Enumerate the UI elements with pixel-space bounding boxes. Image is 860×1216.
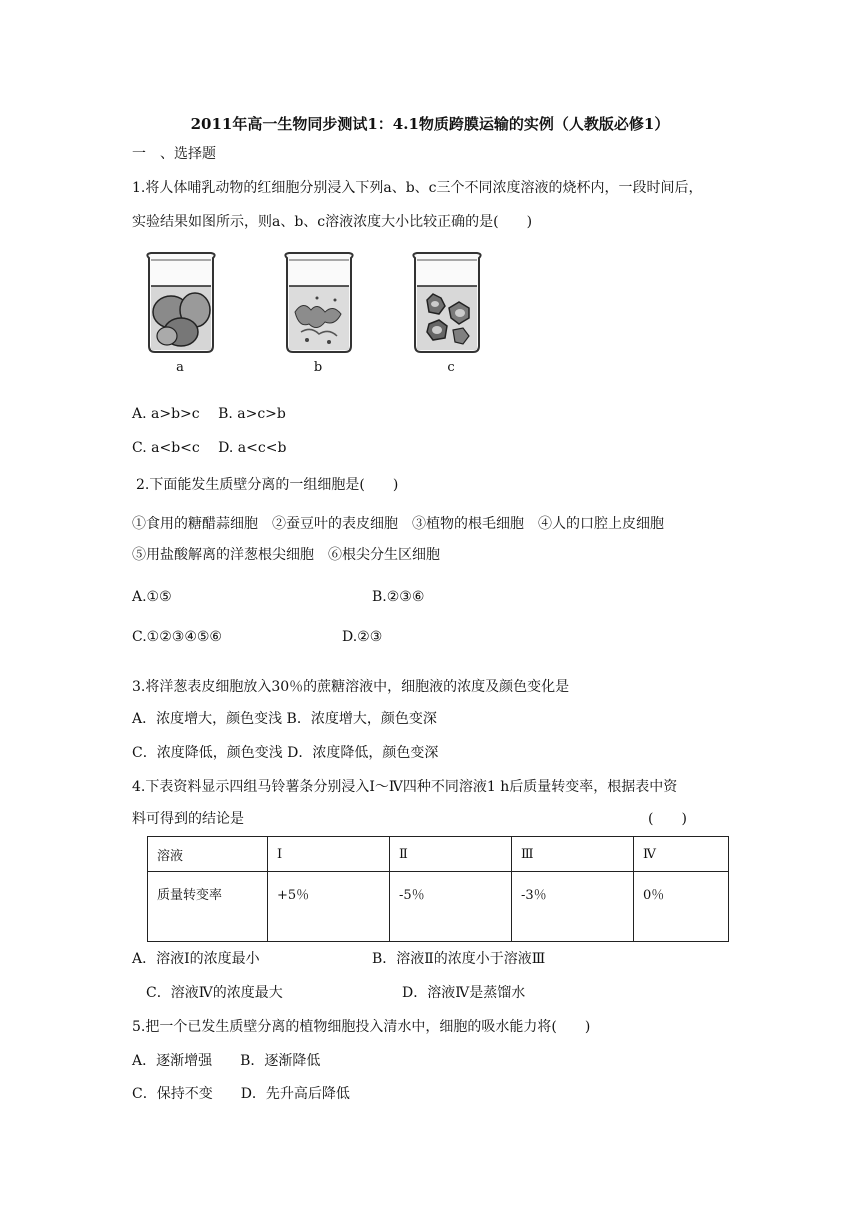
q2-stem: 2.下面能发生质壁分离的一组细胞是( ) — [136, 477, 399, 493]
q4-option-b: B．溶液Ⅱ的浓度小于溶液Ⅲ — [372, 951, 546, 967]
q4-option-a: A．溶液Ⅰ的浓度最小 — [132, 951, 260, 967]
beaker-a-figure — [143, 250, 219, 354]
table-header-cell: Ⅳ — [634, 837, 729, 872]
section-heading: 一 、选择题 — [132, 146, 216, 162]
beaker-c-figure — [409, 250, 485, 354]
table-header-cell: 溶液 — [148, 837, 268, 872]
q3-options-cd: C．浓度降低，颜色变浅 D．浓度降低，颜色变深 — [132, 745, 439, 761]
beaker-a-label: a — [176, 360, 184, 375]
table-cell: +5％ — [268, 872, 390, 942]
q4-answer-parens: ( ) — [648, 811, 687, 827]
q2-option-c: C.①②③④⑤⑥ — [132, 629, 222, 645]
table-header-row — [148, 837, 729, 872]
table-row — [148, 872, 729, 942]
q2-items-line1: ①食用的糖醋蒜细胞 ②蚕豆叶的表皮细胞 ③植物的根毛细胞 ④人的口腔上皮细胞 — [132, 516, 664, 532]
q2-option-a: A.①⑤ — [132, 589, 172, 605]
q1-stem-line2: 实验结果如图所示，则a、b、c溶液浓度大小比较正确的是( ) — [132, 214, 533, 230]
q5-stem: 5.把一个已发生质壁分离的植物细胞投入清水中，细胞的吸水能力将( ) — [132, 1019, 591, 1035]
q1-options-cd: C. a<b<c D. a<c<b — [132, 440, 287, 456]
q5-options-ab: A．逐渐增强 B．逐渐降低 — [132, 1053, 321, 1069]
table-header-cell: Ⅲ — [512, 837, 634, 872]
q3-options-ab: A．浓度增大，颜色变浅 B．浓度增大，颜色变深 — [132, 711, 437, 727]
beaker-b-figure — [281, 250, 357, 354]
table-cell: -3％ — [512, 872, 634, 942]
table-header-cell: Ⅱ — [390, 837, 512, 872]
table-cell: -5％ — [390, 872, 512, 942]
q2-items-line2: ⑤用盐酸解离的洋葱根尖细胞 ⑥根尖分生区细胞 — [132, 547, 440, 563]
q4-stem-line1: 4.下表资料显示四组马铃薯条分别浸入Ⅰ～Ⅳ四种不同溶液1 h后质量转变率，根据表中资 — [132, 779, 678, 795]
table-cell: 0％ — [634, 872, 729, 942]
q5-options-cd: C．保持不变 D．先升高后降低 — [132, 1086, 350, 1102]
q4-option-c: C．溶液Ⅳ的浓度最大 — [146, 985, 283, 1001]
table-cell: 质量转变率 — [148, 872, 268, 942]
q3-stem: 3.将洋葱表皮细胞放入30％的蔗糖溶液中，细胞液的浓度及颜色变化是 — [132, 679, 570, 695]
q2-option-b: B.②③⑥ — [372, 589, 425, 605]
document-title: 2011年高一生物同步测试1：4.1物质跨膜运输的实例（人教版必修1） — [190, 115, 670, 133]
beaker-b-label: b — [313, 360, 323, 375]
q4-data-table — [147, 836, 729, 942]
beaker-c-label: c — [447, 360, 455, 375]
q1-stem-line1: 1.将人体哺乳动物的红细胞分别浸入下列a、b、c三个不同浓度溶液的烧杯内，一段时间后， — [132, 180, 703, 196]
q1-options-ab: A. a>b>c B. a>c>b — [132, 406, 286, 422]
table-header-cell: Ⅰ — [268, 837, 390, 872]
q2-option-d: D.②③ — [342, 629, 383, 645]
q4-stem-line2: 料可得到的结论是 — [132, 811, 244, 827]
q4-option-d: D．溶液Ⅳ是蒸馏水 — [402, 985, 526, 1001]
